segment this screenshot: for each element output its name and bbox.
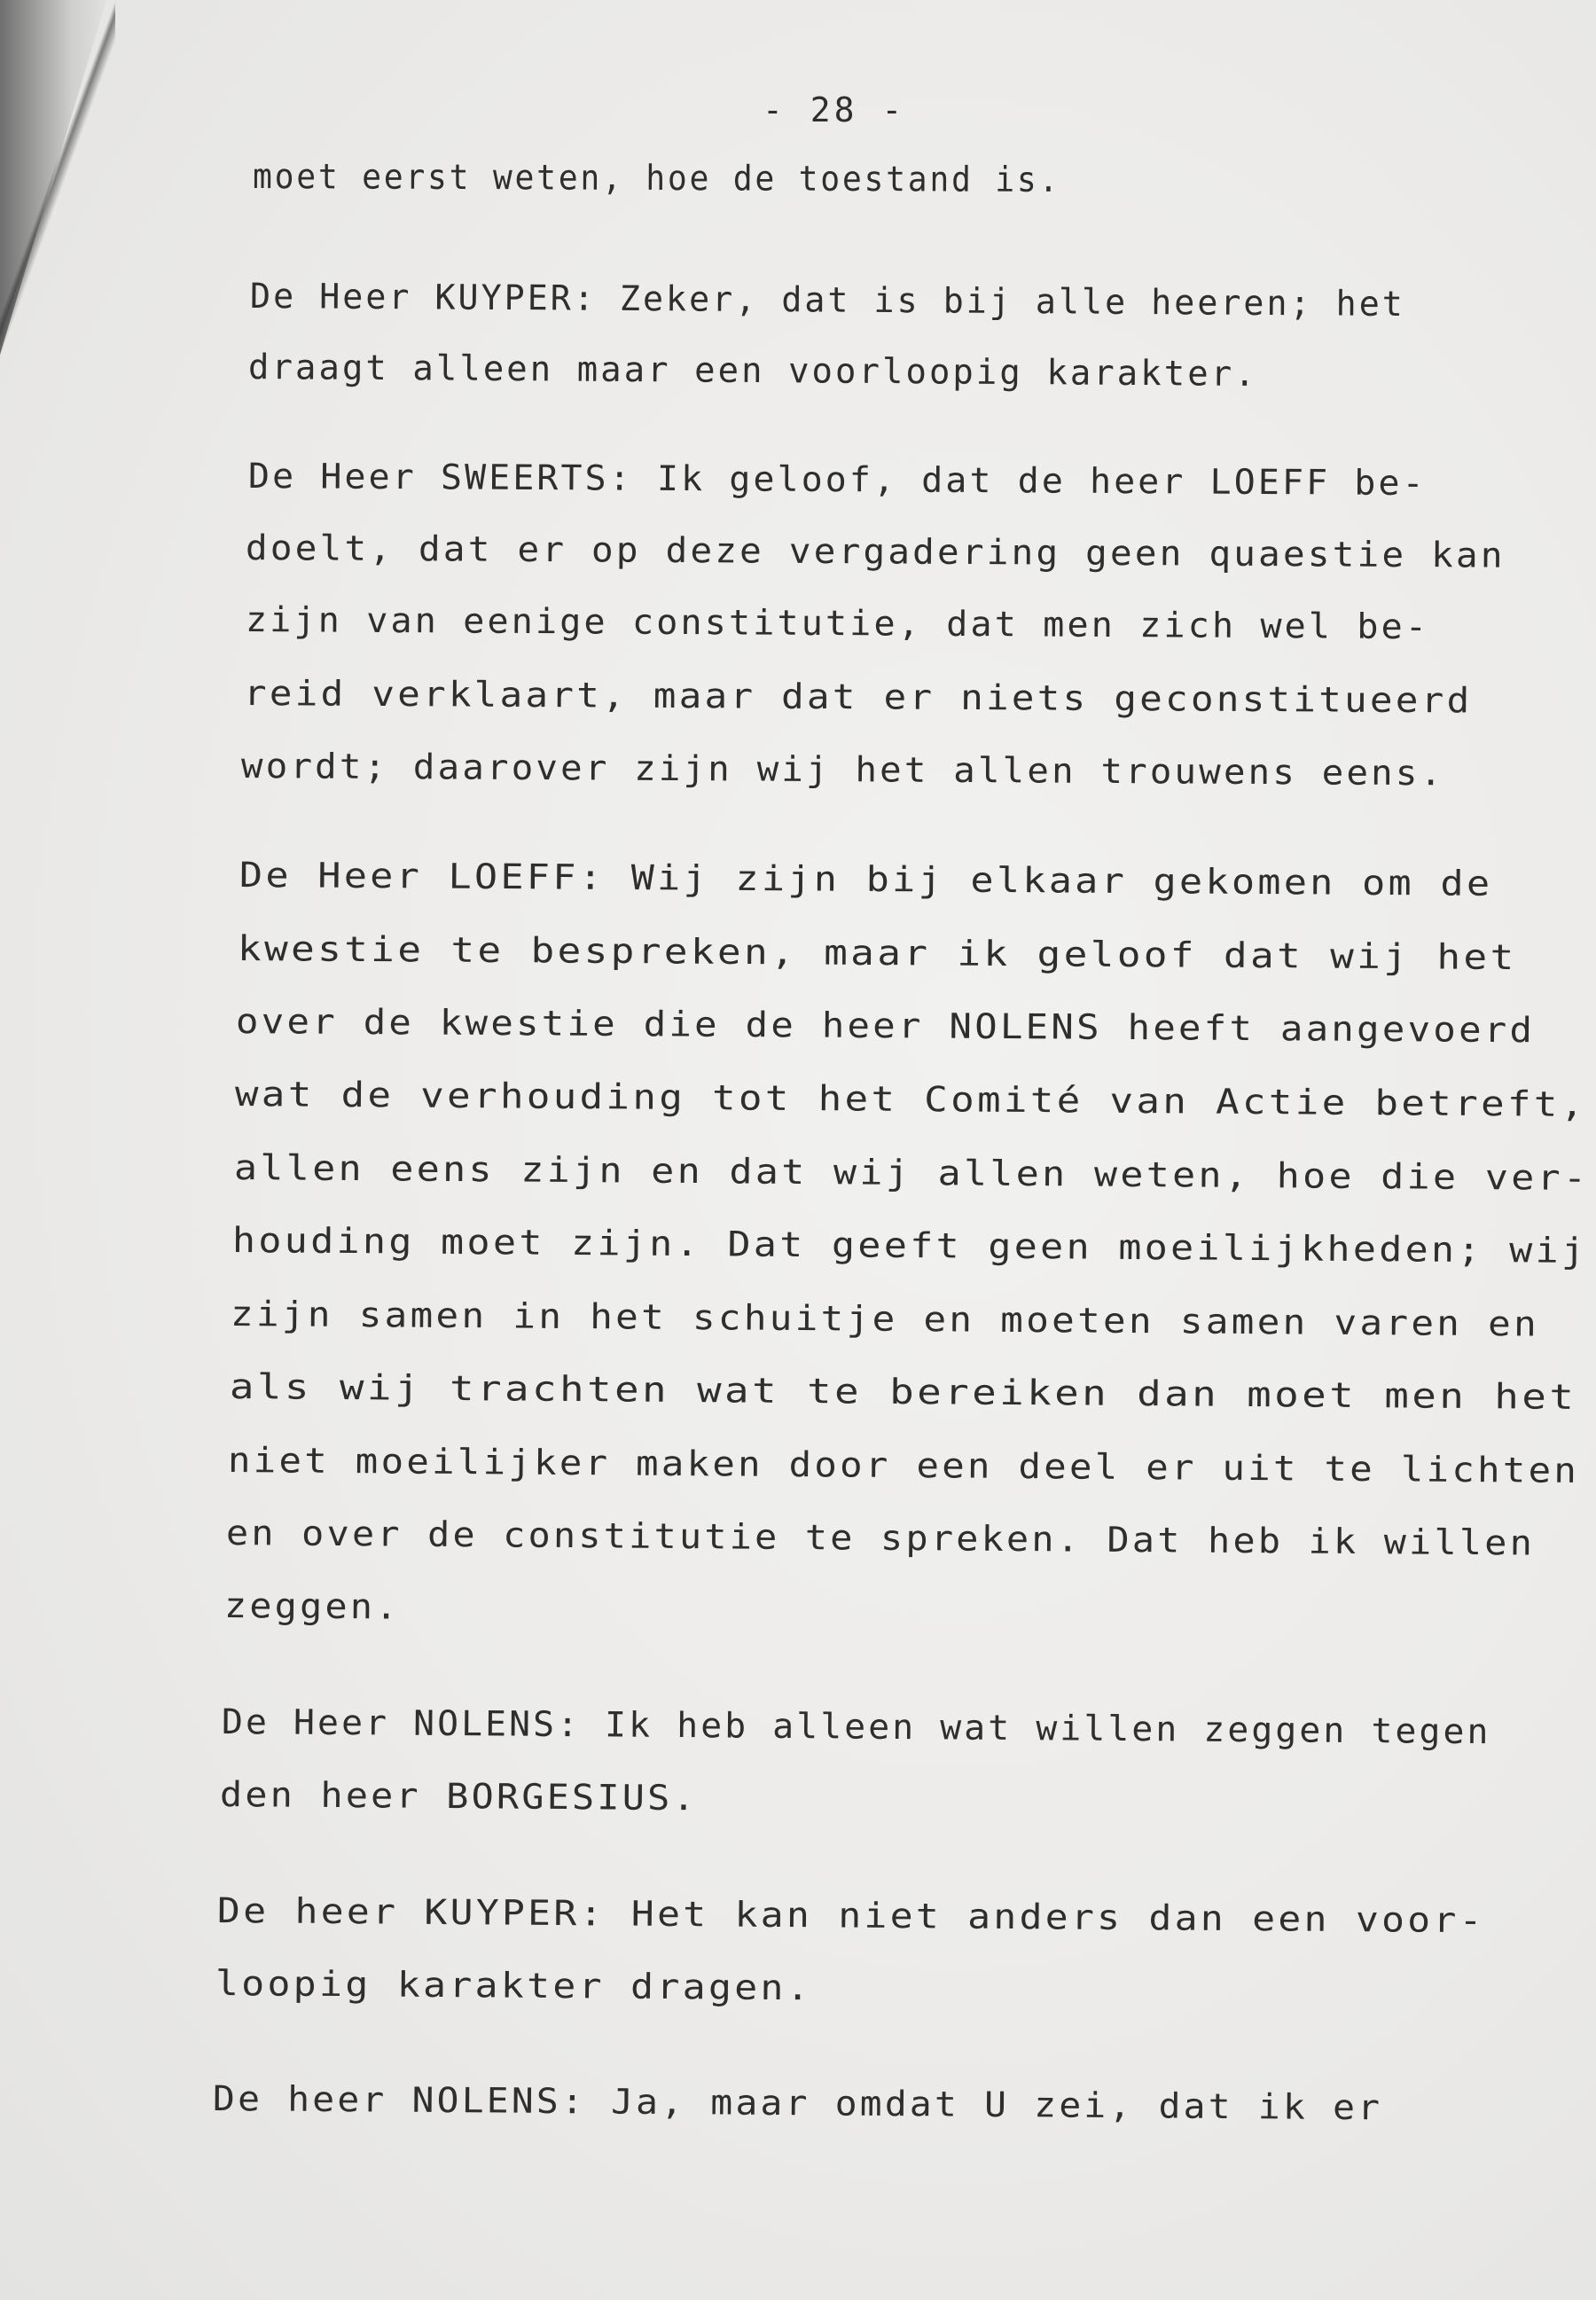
text-line: De Heer SWEERTS: Ik geloof, dat de heer LOEFF be- <box>247 457 1427 505</box>
text-line: kwestie te bespreken, maar ik geloof dat wij het <box>237 929 1517 979</box>
text-line: loopig karakter dragen. <box>215 1964 813 2009</box>
text-line: De Heer KUYPER: Zeker, dat is bij alle heeren; het <box>249 277 1405 325</box>
text-line: zeggen. <box>223 1586 401 1628</box>
text-line: als wij trachten wat te bereiken dan moet men het <box>229 1367 1577 1418</box>
text-line: zijn samen in het schuitje en moeten samen varen en <box>230 1295 1540 1345</box>
text-line: De heer KUYPER: Het kan niet anders dan een voor- <box>216 1891 1486 1942</box>
text-line: over de kwestie die de heer NOLENS heeft aangevoerd <box>235 1002 1536 1052</box>
text-line: draagt alleen maar een voorloopig karakter. <box>247 348 1258 395</box>
text-line: moet eerst weten, hoe de toestand is. <box>252 157 1061 200</box>
text-line: en over de constitutie te spreken. Dat heb ik willen <box>225 1514 1536 1564</box>
text-line: De heer NOLENS: Ja, maar omdat U zei, dat ik er <box>212 2079 1383 2129</box>
text-line: reid verklaart, maar dat er niets geconstitueerd <box>243 674 1473 722</box>
text-line: wordt; daarover zijn wij het allen trouwens eens. <box>240 747 1445 794</box>
text-line: allen eens zijn en dat wij allen weten, hoe die ver- <box>233 1148 1590 1200</box>
text-line: zijn van eenige constitutie, dat men zich wel be- <box>245 600 1430 648</box>
text-line: De Heer NOLENS: Ik heb alleen wat willen zeggen tegen <box>221 1702 1491 1753</box>
text-line: niet moeilijker maken door een deel er uit te lichten <box>227 1441 1580 1491</box>
page-number: - 28 - <box>763 90 906 129</box>
text-line: houding moet zijn. Dat geeft geen moeilijkheden; wij <box>231 1221 1588 1272</box>
text-line: doelt, dat er op deze vergadering geen quaestie kan <box>245 528 1506 576</box>
page-edge-line <box>0 0 115 372</box>
text-line: wat de verhouding tot het Comité van Actie betreft, <box>234 1075 1587 1125</box>
text-line: den heer BORGESIUS. <box>219 1775 699 1819</box>
text-line: De Heer LOEFF: Wij zijn bij elkaar gekomen om de <box>239 856 1493 904</box>
